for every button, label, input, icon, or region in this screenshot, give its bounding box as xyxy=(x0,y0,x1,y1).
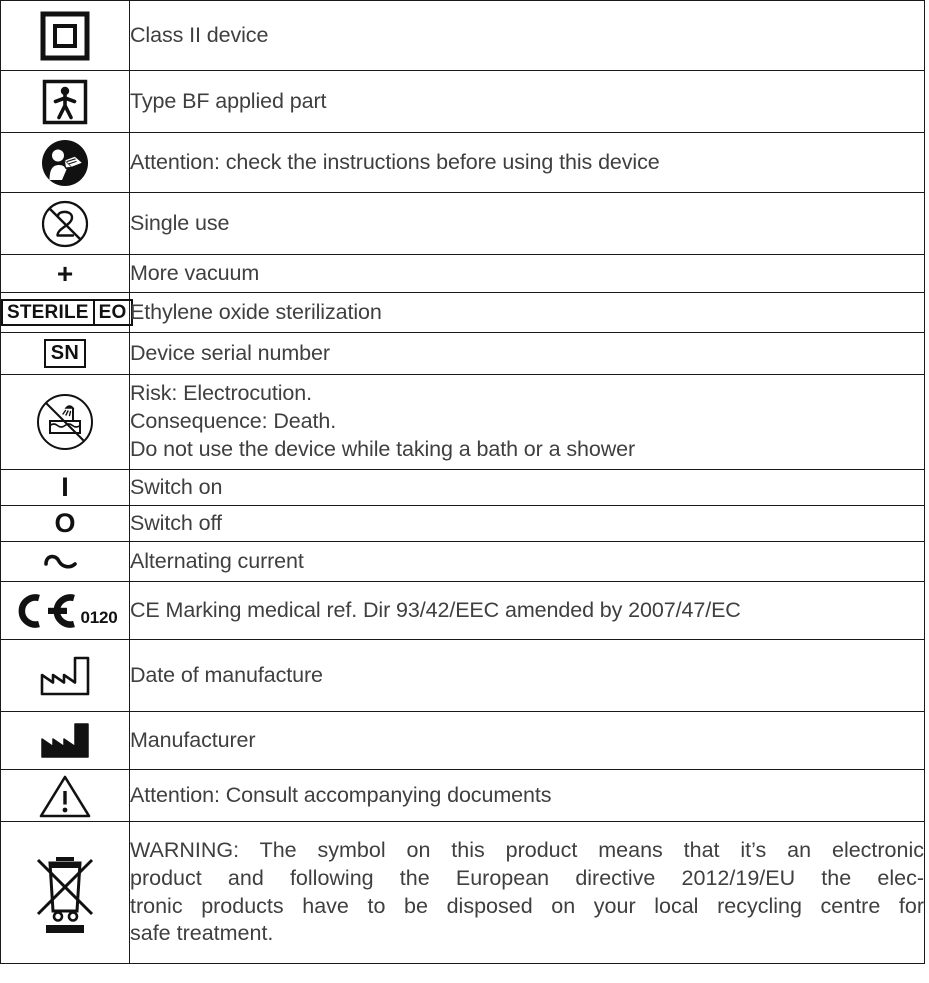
switch-on-icon: I xyxy=(61,472,69,502)
class-ii-double-square-icon xyxy=(40,11,90,61)
description-cell xyxy=(130,333,925,375)
row-description: Manufacturer xyxy=(130,727,256,752)
row-description: Device serial number xyxy=(130,340,330,365)
table-row xyxy=(1,71,925,133)
weee-crossed-out-wheelie-bin-icon xyxy=(30,848,100,938)
sterile-eo-icon xyxy=(1,299,133,326)
symbol-cell-ce-marking xyxy=(1,582,130,640)
table-row xyxy=(1,193,925,255)
table-row xyxy=(1,470,925,506)
manufacturer-factory-filled-icon xyxy=(37,721,93,761)
date-of-manufacture-factory-outline-icon xyxy=(37,653,93,699)
symbol-cell-serial-number xyxy=(1,333,130,375)
ce-notified-body-number: 0120 xyxy=(80,607,118,627)
description-cell xyxy=(130,255,925,293)
symbol-cell-weee xyxy=(1,822,130,964)
description-cell xyxy=(130,375,925,470)
row-description: Attention: check the instructions before using this device xyxy=(130,149,660,174)
symbol-cell-alternating-current xyxy=(1,542,130,582)
row-description: Single use xyxy=(130,210,230,235)
symbol-cell-manufacturer xyxy=(1,712,130,770)
description-cell xyxy=(130,712,925,770)
symbol-cell-attention-triangle xyxy=(1,770,130,822)
description-cell xyxy=(130,71,925,133)
table-row xyxy=(1,133,925,193)
description-cell xyxy=(130,582,925,640)
description-cell xyxy=(130,293,925,333)
row-description: Alternating current xyxy=(130,548,304,573)
symbol-cell-switch-on xyxy=(1,470,130,506)
table-row xyxy=(1,822,925,964)
description-cell xyxy=(130,640,925,712)
symbol-cell-consult-ifu xyxy=(1,133,130,193)
table-row xyxy=(1,712,925,770)
row-description-line: tronic products have to be disposed on your local recycling centre for xyxy=(130,893,924,918)
row-description-line: product and following the European directive 2012/19/EU the elec- xyxy=(130,865,924,890)
table-row xyxy=(1,542,925,582)
symbol-cell-class-ii xyxy=(1,1,130,71)
description-cell xyxy=(130,822,925,964)
ce-marking-icon xyxy=(1,591,129,631)
table-row xyxy=(1,293,925,333)
symbol-cell-switch-off xyxy=(1,506,130,542)
sterile-label: STERILE xyxy=(7,302,89,323)
table-row xyxy=(1,375,925,470)
row-description: More vacuum xyxy=(130,260,260,285)
row-description: Switch on xyxy=(130,474,223,499)
row-description: Date of manufacture xyxy=(130,662,323,687)
ce-logo-icon xyxy=(12,591,78,631)
row-description-line: Risk: Electrocution. xyxy=(130,381,313,406)
symbol-cell-single-use xyxy=(1,193,130,255)
table-row xyxy=(1,1,925,71)
symbol-cell-sterile-eo xyxy=(1,293,130,333)
do-not-use-in-bath-or-shower-icon xyxy=(34,391,96,453)
description-cell xyxy=(130,770,925,822)
table-row xyxy=(1,333,925,375)
plus-more-vacuum-icon: + xyxy=(56,257,74,289)
symbol-cell-more-vacuum xyxy=(1,255,130,293)
serial-number-icon: SN xyxy=(44,339,86,368)
description-cell xyxy=(130,506,925,542)
row-description: Type BF applied part xyxy=(130,88,327,113)
table-row xyxy=(1,770,925,822)
attention-warning-triangle-icon xyxy=(38,773,92,819)
symbol-cell-date-of-manufacture xyxy=(1,640,130,712)
table-row xyxy=(1,255,925,293)
row-description-line: Consequence: Death. xyxy=(130,409,337,434)
row-description-line: safe treatment. xyxy=(130,921,274,946)
row-description-line: WARNING: The symbol on this product means that it’s an electronic xyxy=(130,837,924,862)
eo-label: EO xyxy=(93,301,131,324)
switch-off-icon: O xyxy=(54,508,76,538)
description-cell xyxy=(130,470,925,506)
single-use-do-not-reuse-icon xyxy=(40,199,90,249)
type-bf-applied-part-icon xyxy=(42,79,88,125)
table-row xyxy=(1,582,925,640)
row-description-line: Do not use the device while taking a bath or a shower xyxy=(130,436,636,461)
symbol-cell-no-bath-shower xyxy=(1,375,130,470)
table-row xyxy=(1,640,925,712)
consult-instructions-for-use-icon xyxy=(40,138,90,188)
table-body xyxy=(1,1,925,964)
row-description: Switch off xyxy=(130,510,222,535)
row-description: Ethylene oxide sterilization xyxy=(130,299,382,324)
description-cell xyxy=(130,133,925,193)
row-description: CE Marking medical ref. Dir 93/42/EEC amended by 2007/47/EC xyxy=(130,597,741,622)
description-cell xyxy=(130,1,925,71)
table-row xyxy=(1,506,925,542)
description-cell xyxy=(130,542,925,582)
symbol-cell-type-bf xyxy=(1,71,130,133)
description-cell xyxy=(130,193,925,255)
alternating-current-icon xyxy=(42,551,88,573)
row-description: Class II device xyxy=(130,22,269,47)
row-description: Attention: Consult accompanying documents xyxy=(130,782,552,807)
